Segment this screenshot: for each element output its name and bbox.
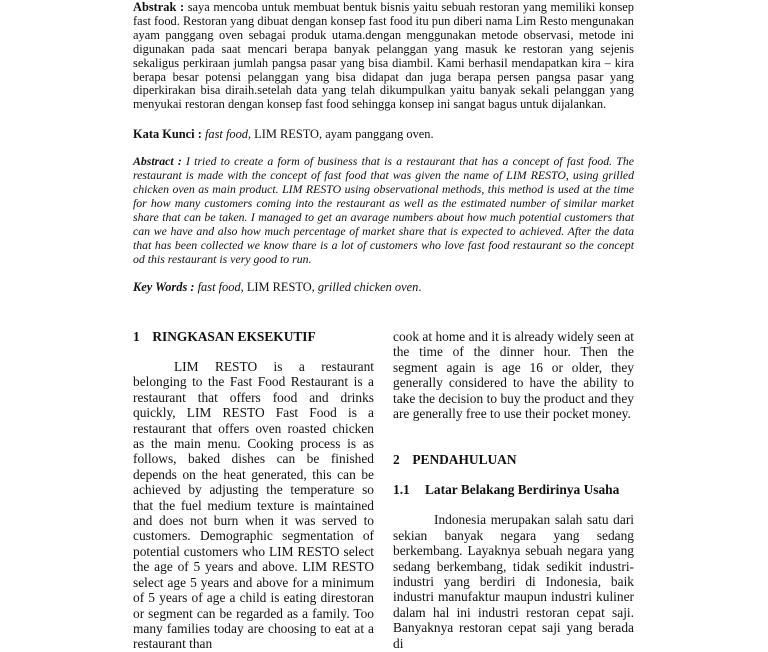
keywords-en-label: Key Words :	[133, 280, 195, 294]
section-heading-introduction	[393, 452, 634, 468]
right-column	[393, 329, 634, 651]
section-number: 2	[393, 452, 400, 468]
abstract-en-label: Abstract :	[133, 154, 182, 168]
executive-summary-paragraph: LIM RESTO is a restaurant belonging to the Fast Food Restaurant is a restaurant that offers food and drinks quickly, LIM RESTO Fast Food is a restaurant that offers oven roasted chicken as the main menu. Cooking process is as follows, baked dishes can be finished depends on the heat generated, this can be achieved by adjusting the temperature so that the fuel medium texture is maintained and does not burn when it was served to customers. Demographic segmentation of potential customers who LIM RESTO select the age of 5 years and above. LIM RESTO select age 5 years and above for a minimum of 5 years of age a child is eating direstoran or segment can be regarded as a family. Too many families today are choosing to eat at a restaurant than	[133, 359, 374, 652]
abstract-label: Abstrak :	[133, 0, 185, 14]
left-column	[133, 329, 374, 652]
abstract-text: saya mencoba untuk membuat bentuk bisnis yaitu sebuah restoran yang memiliki konsep fast food. Restoran yang dibuat dengan konsep fast food itu pun diberi nama Lim Resto mengunakan ayam panggang oven sebagai produk utama.dengan menggunakan metode observasi, metode ini digunakan pada saat mencari berapa banyak pelanggan yang masuk ke restoran yang sejenis sekaligus perkiraan jumlah pangsa pasar yang bisa diambil. Kami berhasil mendapatkan kira – kira berapa besar potensi pelanggan yang bisa didapat dan juga berapa persen pangsa pasar yang diperkirakan bisa diraih.setelah data yang telah dikumpulkan yaitu banyak sekali pelanggan yang menyukai restoran dengan konsep fast food sehingga konsep ini sangat bagus untuk dijalankan.	[133, 0, 634, 112]
abstract-en-text: I tried to create a form of business that is a restaurant that has a concept of fast food. The restaurant is made with the concept of fast food that was given the name of LIM RESTO, using grilled chicken oven as main product. LIM RESTO using observational methods, this method is used at the time for how many customers coming into the restaurant as well as the estimated number of similar market share that can be taken. I managed to get an avarage numbers about how much potential customers that can we have and also how much percentage of market share that is expected to achieved. After the data that has been collected we know thare is a lot of customers who love fast food restaurant so the concept od this restaurant is very good to run.	[133, 154, 635, 266]
section-title: PENDAHULUAN	[412, 452, 517, 468]
subsection-title: Latar Belakang Berdirinya Usaha	[425, 482, 620, 498]
executive-summary-continued: cook at home and it is already widely seen at the time of the dinner hour. Then the segment again is age 16 or older, they generally considered to have the ability to take the decision to buy the product and they are generally free to use their pocket money.	[393, 329, 634, 422]
section-heading-executive-summary	[133, 329, 374, 345]
keywords-english	[133, 280, 634, 294]
keywords-en-mid: , LIM RESTO,	[240, 280, 318, 294]
section-number: 1	[133, 329, 140, 344]
keywords-rest: , LIM RESTO, ayam panggang oven.	[247, 127, 434, 141]
abstract-english	[133, 154, 634, 266]
keywords-label: Kata Kunci :	[133, 127, 202, 141]
section-title: RINGKASAN EKSEKUTIF	[152, 329, 316, 344]
keywords-indonesian	[133, 127, 634, 141]
keyword-en-grilled-chicken: grilled chicken oven	[317, 280, 419, 294]
keyword-fast-food: fast food	[204, 127, 248, 141]
introduction-paragraph: Indonesia merupakan salah satu dari sekian banyak negara yang sedang berkembang. Layaknya sebuah negara yang sedang berkembang, tidak sedikit industri-industri yang berdiri di Indonesia, baik industri manufaktur maupun industri kuliner dalam hal ini industri restoran cepat saji. Banyaknya restoran cepat saji yang berada di	[393, 512, 634, 651]
subsection-number: 1.1	[393, 482, 410, 498]
subsection-heading-background	[393, 482, 634, 498]
abstract-indonesian	[133, 1, 634, 112]
keyword-en-fast-food: fast food	[197, 280, 241, 294]
keywords-en-end: .	[418, 280, 422, 294]
